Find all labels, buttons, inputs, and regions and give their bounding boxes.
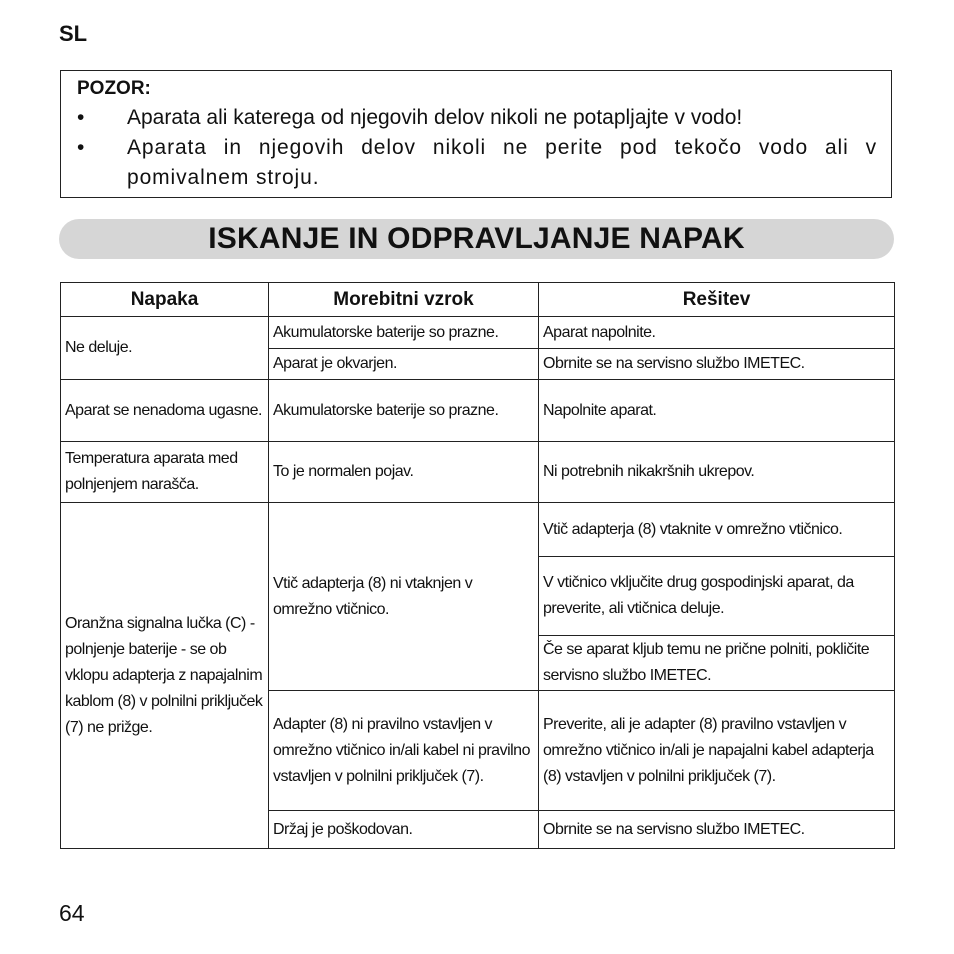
solution-cell: Preverite, ali je adapter (8) pravilno vstavljen v omrežno vtičnico in/ali je napajalni kabel adapterja (8) vstavljen v polnilni priključek (7). (539, 691, 895, 811)
warning-item-text: Aparata ali katerega od njegovih delov nikoli ne potapljajte v vodo! (127, 106, 743, 129)
solution-cell: Ni potrebnih nikakršnih ukrepov. (539, 442, 895, 503)
table-row (61, 442, 895, 503)
warning-item (77, 133, 877, 193)
column-header-solution: Rešitev (539, 283, 895, 317)
warning-item (77, 103, 877, 133)
solution-cell: Napolnite aparat. (539, 380, 895, 442)
troubleshooting-table (60, 282, 895, 849)
column-header-fault: Napaka (61, 283, 269, 317)
warning-box (60, 70, 892, 198)
bullet-icon: • (77, 106, 85, 129)
table-row (61, 317, 895, 349)
bullet-icon: • (77, 136, 85, 159)
solution-cell: V vtičnico vključite drug gospodinjski aparat, da preverite, ali vtičnica deluje. (539, 557, 895, 636)
table-header-row (61, 283, 895, 317)
cause-cell: Aparat je okvarjen. (269, 349, 539, 380)
warning-title: POZOR: (77, 78, 151, 99)
cause-cell: Akumulatorske baterije so prazne. (269, 380, 539, 442)
solution-cell: Obrnite se na servisno službo IMETEC. (539, 811, 895, 849)
section-banner (59, 219, 894, 259)
warning-item-text: Aparata in njegovih delov nikoli ne perite pod tekočo vodo ali v pomivalnem stroju. (127, 136, 877, 189)
solution-cell: Obrnite se na servisno službo IMETEC. (539, 349, 895, 380)
cause-cell: Vtič adapterja (8) ni vtaknjen v omrežno vtičnico. (269, 503, 539, 691)
cause-cell: To je normalen pojav. (269, 442, 539, 503)
fault-cell: Oranžna signalna lučka (C) - polnjenje baterije - se ob vklopu adapterja z napajalnim kablom (8) v polnilni priključek (7) ne prižge. (61, 503, 269, 849)
fault-cell: Temperatura aparata med polnjenjem narašča. (61, 442, 269, 503)
solution-cell: Aparat napolnite. (539, 317, 895, 349)
cause-cell: Akumulatorske baterije so prazne. (269, 317, 539, 349)
page-number: 64 (59, 900, 85, 926)
table-row (61, 380, 895, 442)
cause-cell: Držaj je poškodovan. (269, 811, 539, 849)
table-row (61, 503, 895, 557)
cause-cell: Adapter (8) ni pravilno vstavljen v omrežno vtičnico in/ali kabel ni pravilno vstavljen v polnilni priključek (7). (269, 691, 539, 811)
language-code: SL (59, 21, 88, 46)
solution-cell: Vtič adapterja (8) vtaknite v omrežno vtičnico. (539, 503, 895, 557)
fault-cell: Ne deluje. (61, 317, 269, 380)
solution-cell: Če se aparat kljub temu ne prične polniti, pokličite servisno službo IMETEC. (539, 636, 895, 691)
column-header-cause: Morebitni vzrok (269, 283, 539, 317)
section-title: ISKANJE IN ODPRAVLJANJE NAPAK (208, 222, 745, 255)
fault-cell: Aparat se nenadoma ugasne. (61, 380, 269, 442)
